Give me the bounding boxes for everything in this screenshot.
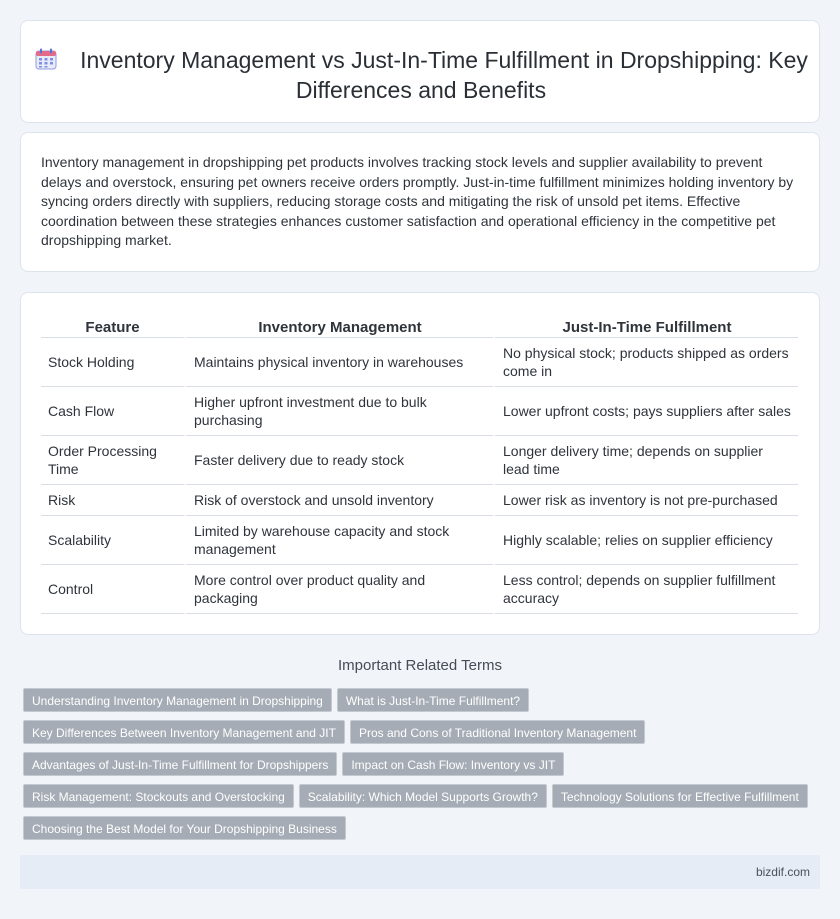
column-header: Just-In-Time Fulfillment — [493, 313, 798, 338]
jit-cell: Less control; depends on supplier fulfillment accuracy — [493, 565, 798, 614]
related-term-tag[interactable]: Understanding Inventory Management in Dropshipping — [23, 688, 332, 712]
jit-cell: Lower upfront costs; pays suppliers after sales — [493, 387, 798, 436]
footer-bar — [20, 855, 820, 889]
intro-paragraph: Inventory management in dropshipping pet products involves tracking stock levels and supplier availability to prevent delays and overstock, ensuring pet owners receive orders promptly. Just-in-time fulfillment minimizes holding inventory by syncing orders directly with suppliers, reducing storage costs and mitigating the risk of unsold pet items. Effective coordination between these strategies enhances customer satisfaction and operational efficiency in the competitive pet dropshipping market. — [41, 154, 794, 248]
jit-cell: No physical stock; products shipped as orders come in — [493, 338, 798, 387]
feature-cell: Stock Holding — [41, 338, 184, 387]
feature-cell: Order Processing Time — [41, 436, 184, 485]
related-term-tag[interactable]: Risk Management: Stockouts and Overstocking — [23, 784, 294, 808]
related-term-tag[interactable]: Advantages of Just-In-Time Fulfillment for Dropshippers — [23, 752, 337, 776]
comparison-table — [41, 313, 798, 614]
inventory-cell: More control over product quality and packaging — [184, 565, 493, 614]
related-term-tag[interactable]: Impact on Cash Flow: Inventory vs JIT — [342, 752, 564, 776]
inventory-cell: Risk of overstock and unsold inventory — [184, 485, 493, 516]
related-term-tag[interactable]: Pros and Cons of Traditional Inventory Management — [350, 720, 646, 744]
related-term-tag[interactable]: Technology Solutions for Effective Fulfillment — [552, 784, 808, 808]
comparison-card — [20, 292, 820, 635]
table-row — [41, 436, 798, 485]
inventory-cell: Maintains physical inventory in warehouses — [184, 338, 493, 387]
jit-cell: Highly scalable; relies on supplier efficiency — [493, 516, 798, 565]
column-header: Inventory Management — [184, 313, 493, 338]
intro-card — [20, 132, 820, 272]
jit-cell: Lower risk as inventory is not pre-purchased — [493, 485, 798, 516]
table-row — [41, 565, 798, 614]
column-header: Feature — [41, 313, 184, 338]
feature-cell: Risk — [41, 485, 184, 516]
feature-cell: Cash Flow — [41, 387, 184, 436]
calendar-icon — [34, 47, 58, 71]
table-row — [41, 338, 798, 387]
related-term-tag[interactable]: Scalability: Which Model Supports Growth? — [299, 784, 547, 808]
table-row — [41, 485, 798, 516]
related-term-tag[interactable]: Key Differences Between Inventory Management and JIT — [23, 720, 345, 744]
header-card — [20, 20, 820, 123]
table-header-row — [41, 313, 798, 338]
jit-cell: Longer delivery time; depends on supplier lead time — [493, 436, 798, 485]
related-terms-heading: Important Related Terms — [338, 657, 502, 674]
inventory-cell: Faster delivery due to ready stock — [184, 436, 493, 485]
page-title-wrap — [21, 45, 821, 105]
inventory-cell: Higher upfront investment due to bulk purchasing — [184, 387, 493, 436]
table-row — [41, 387, 798, 436]
site-name[interactable]: bizdif.com — [755, 865, 810, 879]
page-title: Inventory Management vs Just-In-Time Fulfillment in Dropshipping: Key Differences and Benefits — [80, 47, 808, 103]
related-term-tag[interactable]: Choosing the Best Model for Your Dropshipping Business — [23, 816, 346, 840]
table-row — [41, 516, 798, 565]
related-terms-list — [23, 688, 823, 848]
inventory-cell: Limited by warehouse capacity and stock management — [184, 516, 493, 565]
related-term-tag[interactable]: What is Just-In-Time Fulfillment? — [337, 688, 529, 712]
feature-cell: Scalability — [41, 516, 184, 565]
feature-cell: Control — [41, 565, 184, 614]
